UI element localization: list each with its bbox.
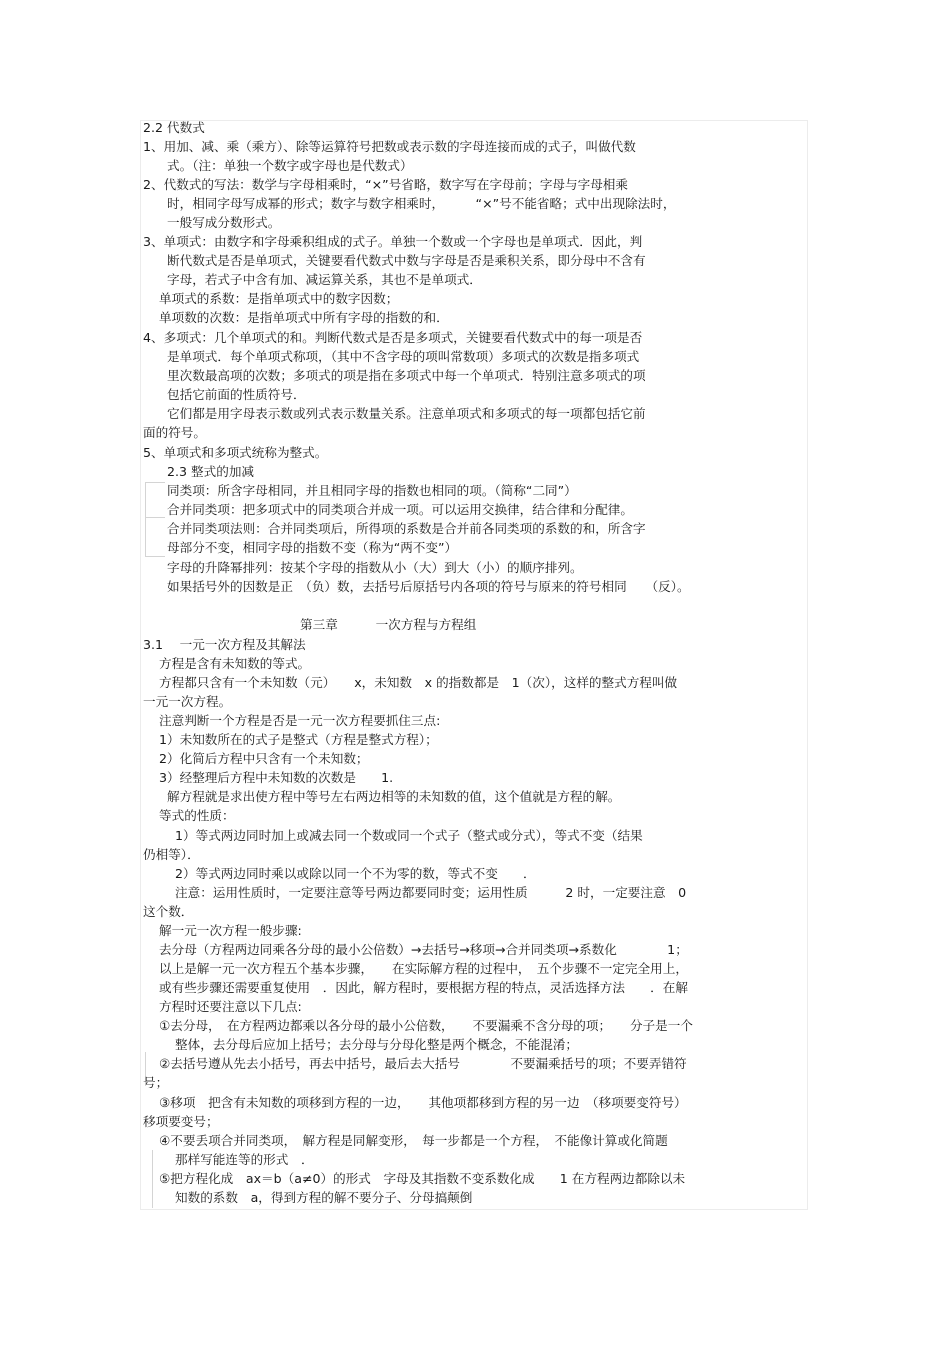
section-heading: 2.2 代数式 xyxy=(143,120,205,135)
list-item: 包括它前面的性质符号． xyxy=(167,387,306,402)
list-item: 1、用加、减、乘（乘方）、除等运算符号把数或表示数的字母连接而成的式子，叫做代数 xyxy=(143,139,636,154)
list-item: ④不要丢项合并同类项， 解方程是同解变形， 每一步都是一个方程， 不能像计算或化简题 xyxy=(159,1133,668,1148)
paragraph: 等式的性质： xyxy=(159,808,235,823)
list-item: 一般写成分数形式。 xyxy=(167,215,281,230)
margin-bracket-rule xyxy=(145,517,165,518)
definition: 如果括号外的因数是正 （负）数，去括号后原括号内各项的符号与原来的符号相同 （反）。 xyxy=(167,579,690,594)
definition: 合并同类项法则：合并同类项后，所得项的系数是合并前各同类项的系数的和，所含字 xyxy=(167,521,646,536)
list-item: ②去括号遵从先去小括号，再去中括号，最后去大括号 不要漏乘括号的项；不要弄错符 xyxy=(159,1056,687,1071)
list-item: 知数的系数 a，得到方程的解不要分子、分母搞颠倒 xyxy=(175,1190,473,1205)
list-item: 4、多项式：几个单项式的和。判断代数式是否是多项式，关键要看代数式中的每一项是否 xyxy=(143,330,643,345)
list-item: 3、单项式：由数字和字母乘积组成的式子。单独一个数或一个字母也是单项式．因此，判 xyxy=(143,234,643,249)
paragraph: 方程时还要注意以下几点: xyxy=(159,999,302,1014)
list-item: 是单项式．每个单项式称项，（其中不含字母的项叫常数项）多项式的次数是指多项式 xyxy=(167,349,640,364)
list-item: 断代数式是否是单项式，关键要看代数式中数与字母是否是乘积关系，即分母中不含有 xyxy=(167,253,646,268)
list-item: 里次数最高项的次数；多项式的项是指在多项式中每一个单项式．特别注意多项式的项 xyxy=(167,368,646,383)
list-item: 2、代数式的写法：数学与字母相乘时，“×”号省略，数字写在字母前；字母与字母相乘 xyxy=(143,177,628,192)
list-item: 仍相等）． xyxy=(143,847,200,862)
definition: 母部分不变，相同字母的指数不变（称为“两不变”） xyxy=(167,540,458,555)
list-item: ⑤把方程化成 ax＝b（a≠0）的形式 字母及其指数不变系数化成 1 在方程两边都除以未 xyxy=(159,1171,686,1186)
list-item: ①去分母， 在方程两边都乘以各分母的最小公倍数， 不要漏乘不含分母的项； 分子是一个 xyxy=(159,1018,693,1033)
list-item: 号； xyxy=(143,1075,169,1090)
list-item: 单项数的次数：是指单项式中所有字母的指数的和． xyxy=(159,310,449,325)
section-heading: 2.3 整式的加减 xyxy=(167,464,255,479)
list-item: 单项式的系数：是指单项式中的数字因数； xyxy=(159,291,399,306)
paragraph: 注意：运用性质时，一定要注意等号两边都要同时变；运用性质 2 时，一定要注意 0 xyxy=(175,885,687,900)
list-item: 1）等式两边同时加上或减去同一个数或同一个式子（整式或分式），等式不变（结果 xyxy=(175,828,643,843)
margin-bracket-rule xyxy=(145,556,165,557)
paragraph: 面的符号。 xyxy=(143,425,206,440)
margin-bracket-rule xyxy=(145,482,165,483)
definition: 合并同类项：把多项式中的同类项合并成一项。可以运用交换律，结合律和分配律。 xyxy=(167,502,633,517)
paragraph: 去分母（方程两边同乘各分母的最小公倍数）→去括号→移项→合并同类项→系数化 1； xyxy=(159,942,688,957)
paragraph: 或有些步骤还需要重复使用 ．因此，解方程时，要根据方程的特点，灵活选择方法 ．在解 xyxy=(159,980,688,995)
paragraph: 一元一次方程。 xyxy=(143,694,232,709)
section-heading: 3.1 一元一次方程及其解法 xyxy=(143,637,306,652)
paragraph: 解方程就是求出使方程中等号左右两边相等的未知数的值，这个值就是方程的解。 xyxy=(167,789,621,804)
definition: 字母的升降幂排列：按某个字母的指数从小（大）到大（小）的顺序排列。 xyxy=(167,560,583,575)
list-item: ③移项 把含有未知数的项移到方程的一边， 其他项都移到方程的另一边 （移项要变符号） xyxy=(159,1095,687,1110)
paragraph: 注意判断一个方程是否是一元一次方程要抓住三点: xyxy=(159,713,441,728)
margin-bracket xyxy=(152,1150,153,1208)
list-item: 移项要变号； xyxy=(143,1114,219,1129)
paragraph: 以上是解一元一次方程五个基本步骤， 在实际解方程的过程中， 五个步骤不一定完全用上， xyxy=(159,961,688,976)
list-item: 1）未知数所在的式子是整式（方程是整式方程）； xyxy=(159,732,438,747)
paragraph: 方程是含有未知数的等式。 xyxy=(159,656,311,671)
list-item: 整体，去分母后应加上括号；去分母与分母化整是两个概念，不能混淆； xyxy=(175,1037,578,1052)
list-item: 时，相同字母写成幂的形式；数字与数字相乘时， “×”号不能省略；式中出现除法时， xyxy=(167,196,676,211)
paragraph: 它们都是用字母表示数或列式表示数量关系。注意单项式和多项式的每一项都包括它前 xyxy=(167,406,646,421)
list-item: 2）化简后方程中只含有一个未知数； xyxy=(159,751,369,766)
list-item: 3）经整理后方程中未知数的次数是 1. xyxy=(159,770,394,785)
margin-bracket xyxy=(145,482,146,556)
chapter-title: 第三章 一次方程与方程组 xyxy=(300,617,477,632)
paragraph: 这个数． xyxy=(143,904,194,919)
list-item: 那样写能连等的形式 ． xyxy=(175,1152,314,1167)
list-item: 式。（注：单独一个数字或字母也是代数式） xyxy=(167,158,413,173)
list-item: 5、单项式和多项式统称为整式。 xyxy=(143,445,328,460)
list-item: 字母，若式子中含有加、减运算关系，其也不是单项式． xyxy=(167,272,482,287)
list-item: 2）等式两边同时乘以或除以同一个不为零的数，等式不变 ． xyxy=(175,866,536,881)
paragraph: 解一元一次方程一般步骤: xyxy=(159,923,302,938)
definition: 同类项：所含字母相同，并且相同字母的指数也相同的项。（简称“二同”） xyxy=(167,483,577,498)
paragraph: 方程都只含有一个未知数（元） x，未知数 x 的指数都是 1（次），这样的整式方程叫做 xyxy=(159,675,678,690)
